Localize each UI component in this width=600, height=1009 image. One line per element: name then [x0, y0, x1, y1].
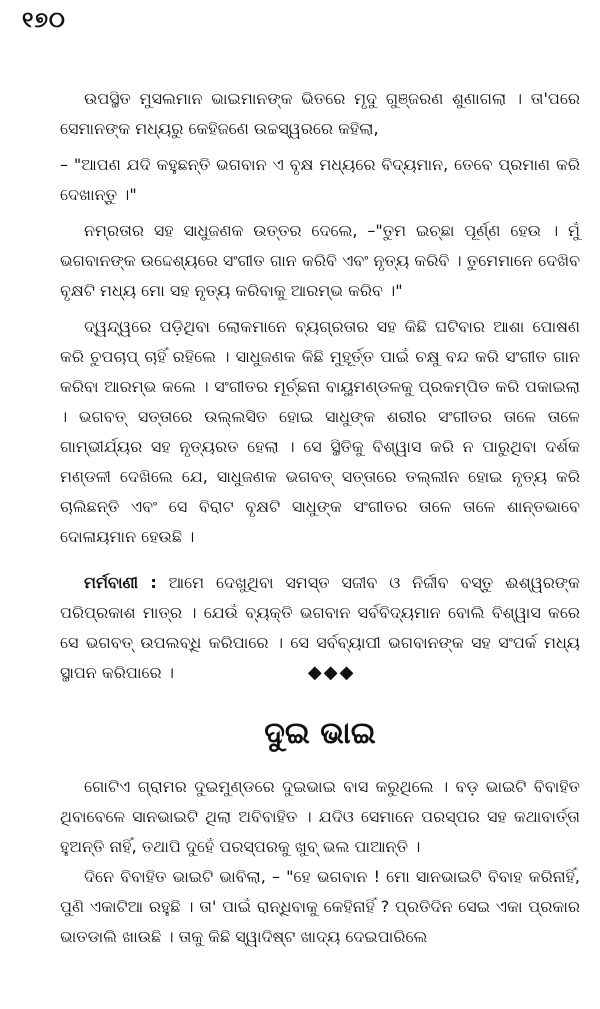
page-body	[60, 84, 580, 952]
moral-label: ମର୍ମବାଣୀ :	[84, 573, 157, 592]
moral-paragraph	[60, 568, 580, 688]
paragraph-elder-thought: ଦିନେ ବିବାହିତ ଭାଇଟି ଭାବିଲା, – "ହେ ଭଗବାନ ! ମୋ ସାନଭାଇଟି ବିବାହ କରିନାହିଁ, ପୁଣି ଏକାଟିଆ ରହୁଛି । ତା' ପାଇଁ ରାନ୍ଧିବାକୁ କେହିନାହିଁ ? ପ୍ରତିଦିନ ସେଇ ଏକା ପ୍ରକାର ଭାତଡାଲି ଖାଉଛି । ତାକୁ କିଛି ସ୍ୱାଦିଷ୍ଟ ଖାଦ୍ୟ ଦେଇପାରିଲେ	[60, 867, 580, 946]
paragraph-sadhu-reply: ନମ୍ରତାର ସହ ସାଧୁଜଣକ ଉତ୍ତର ଦେଲେ, –"ତୁମ ଇଚ୍ଛା ପୂର୍ଣ୍ଣ ହେଉ । ମୁଁ ଭଗବାନଙ୍କ ଉଦ୍ଦେଶ୍ୟରେ ସଂଗୀତ ଗାନ କରିବି ଏବଂ ନୃତ୍ୟ କରିବି । ତୁମେମାନେ ଦେଖିବ ବୃକ୍ଷଟି ମଧ୍ୟ ମୋ ସହ ନୃତ୍ୟ କରିବାକୁ ଆରମ୍ଭ କରିବ ।"	[60, 221, 580, 300]
section-title: ଦୁଇ ଭାଇ	[264, 716, 376, 751]
paragraph-dance: ଦ୍ୱନ୍ଦ୍ୱରେ ପଡ଼ିଥିବା ଲୋକମାନେ ବ୍ୟଗ୍ରତାର ସହ କିଛି ଘଟିବାର ଆଶା ପୋଷଣ କରି ଚୁପଚାପ୍ ଚାହିଁ ରହିଲେ । ସାଧୁଜଣକ କିଛି ମୁହୂର୍ତ୍ତ ପାଇଁ ଚକ୍ଷୁ ବନ୍ଦ କରି ସଂଗୀତ ଗାନ କରିବା ଆରମ୍ଭ କଲେ । ସଂଗୀତର ମୂର୍ଚ୍ଛନା ବାୟୁମଣ୍ଡଳକୁ ପ୍ରକମ୍ପିତ କରି ପକାଇଲା । ଭଗବତ୍ ସତ୍ତାରେ ଉଲ୍ଲସିତ ହୋଇ ସାଧୁଙ୍କ ଶରୀର ସଂଗୀତର ତାଳେ ତାଳେ ଗାମ୍ଭୀର୍ଯ୍ୟର ସହ ନୃତ୍ୟରତ ହେଲା । ସେ ସ୍ଥିତିକୁ ବିଶ୍ୱାସ କରି ନ ପାରୁଥିବା ଦର୍ଶକ ମଣ୍ଡଳୀ ଦେଖିଲେ ଯେ, ସାଧୁଜଣକ ଭଗବତ୍ ସତ୍ତାରେ ତଲ୍ଲୀନ ହୋଇ ନୃତ୍ୟ କରି ଚାଲିଛନ୍ତି ଏବଂ ସେ ବିରାଟ ବୃକ୍ଷଟି ସାଧୁଙ୍କ ସଂଗୀତର ତାଳେ ତାଳେ ଶାନ୍ତଭାବେ ଦୋଳାୟମାନ ହେଉଛି ।	[60, 317, 580, 546]
paragraph-two-brothers: ଗୋଟିଏ ଗ୍ରାମର ଦୁଇମୁଣ୍ଡରେ ଦୁଇଭାଇ ବାସ କରୁଥିଲେ । ବଡ଼ ଭାଇଟି ବିବାହିତ ଥିବାବେଳେ ସାନଭାଇଟି ଥିଲା ଅବିବାହିତ । ଯଦିଓ ସେମାନେ ପରସ୍ପର ସହ କଥାବାର୍ତ୍ତା ହୁଅନ୍ତି ନାହିଁ, ତଥାପି ଦୁହେଁ ପରସ୍ପରକୁ ଖୁବ୍ ଭଲ ପାଆନ୍ତି ।	[60, 777, 580, 856]
moral-text: ଆମେ ଦେଖୁଥିବା ସମସ୍ତ ସଜୀବ ଓ ନିର୍ଜୀବ ବସ୍ତୁ ଈଶ୍ୱରଙ୍କ ପରିପ୍ରକାଶ ମାତ୍ର । ଯେଉଁ ବ୍ୟକ୍ତି ଭଗବାନ ସର୍ବବିଦ୍ୟମାନ ବୋଲି ବିଶ୍ୱାସ କରେ ସେ ଭଗବତ୍ ଉପଲବ୍ଧି କରିପାରେ । ସେ ସର୍ବବ୍ୟାପୀ ଭଗବାନଙ୍କ ସହ ସଂପର୍କ ମଧ୍ୟ ସ୍ଥାପନ କରିପାରେ ।	[60, 573, 580, 682]
paragraph-murmur: ଉପସ୍ଥିତ ମୁସଲମାନ ଭାଇମାନଙ୍କ ଭିତରେ ମୃଦୁ ଗୁଞ୍ଜରଣ ଶୁଣାଗଲା । ତା'ପରେ ସେମାନଙ୍କ ମଧ୍ୟରୁ କେହିଜଣେ ଉଚ୍ଚସ୍ୱରରେ କହିଲା,	[60, 89, 580, 138]
page-number: ୧୭୦	[22, 8, 66, 33]
paragraph-challenge-quote: – "ଆପଣ ଯଦି କହୁଛନ୍ତି ଭଗବାନ ଏ ବୃକ୍ଷ ମଧ୍ୟରେ ବିଦ୍ୟମାନ, ତେବେ ପ୍ରମାଣ କରି ଦେଖାନ୍ତୁ ।"	[60, 155, 580, 204]
section-separator-diamonds: ◆◆◆	[307, 662, 356, 683]
